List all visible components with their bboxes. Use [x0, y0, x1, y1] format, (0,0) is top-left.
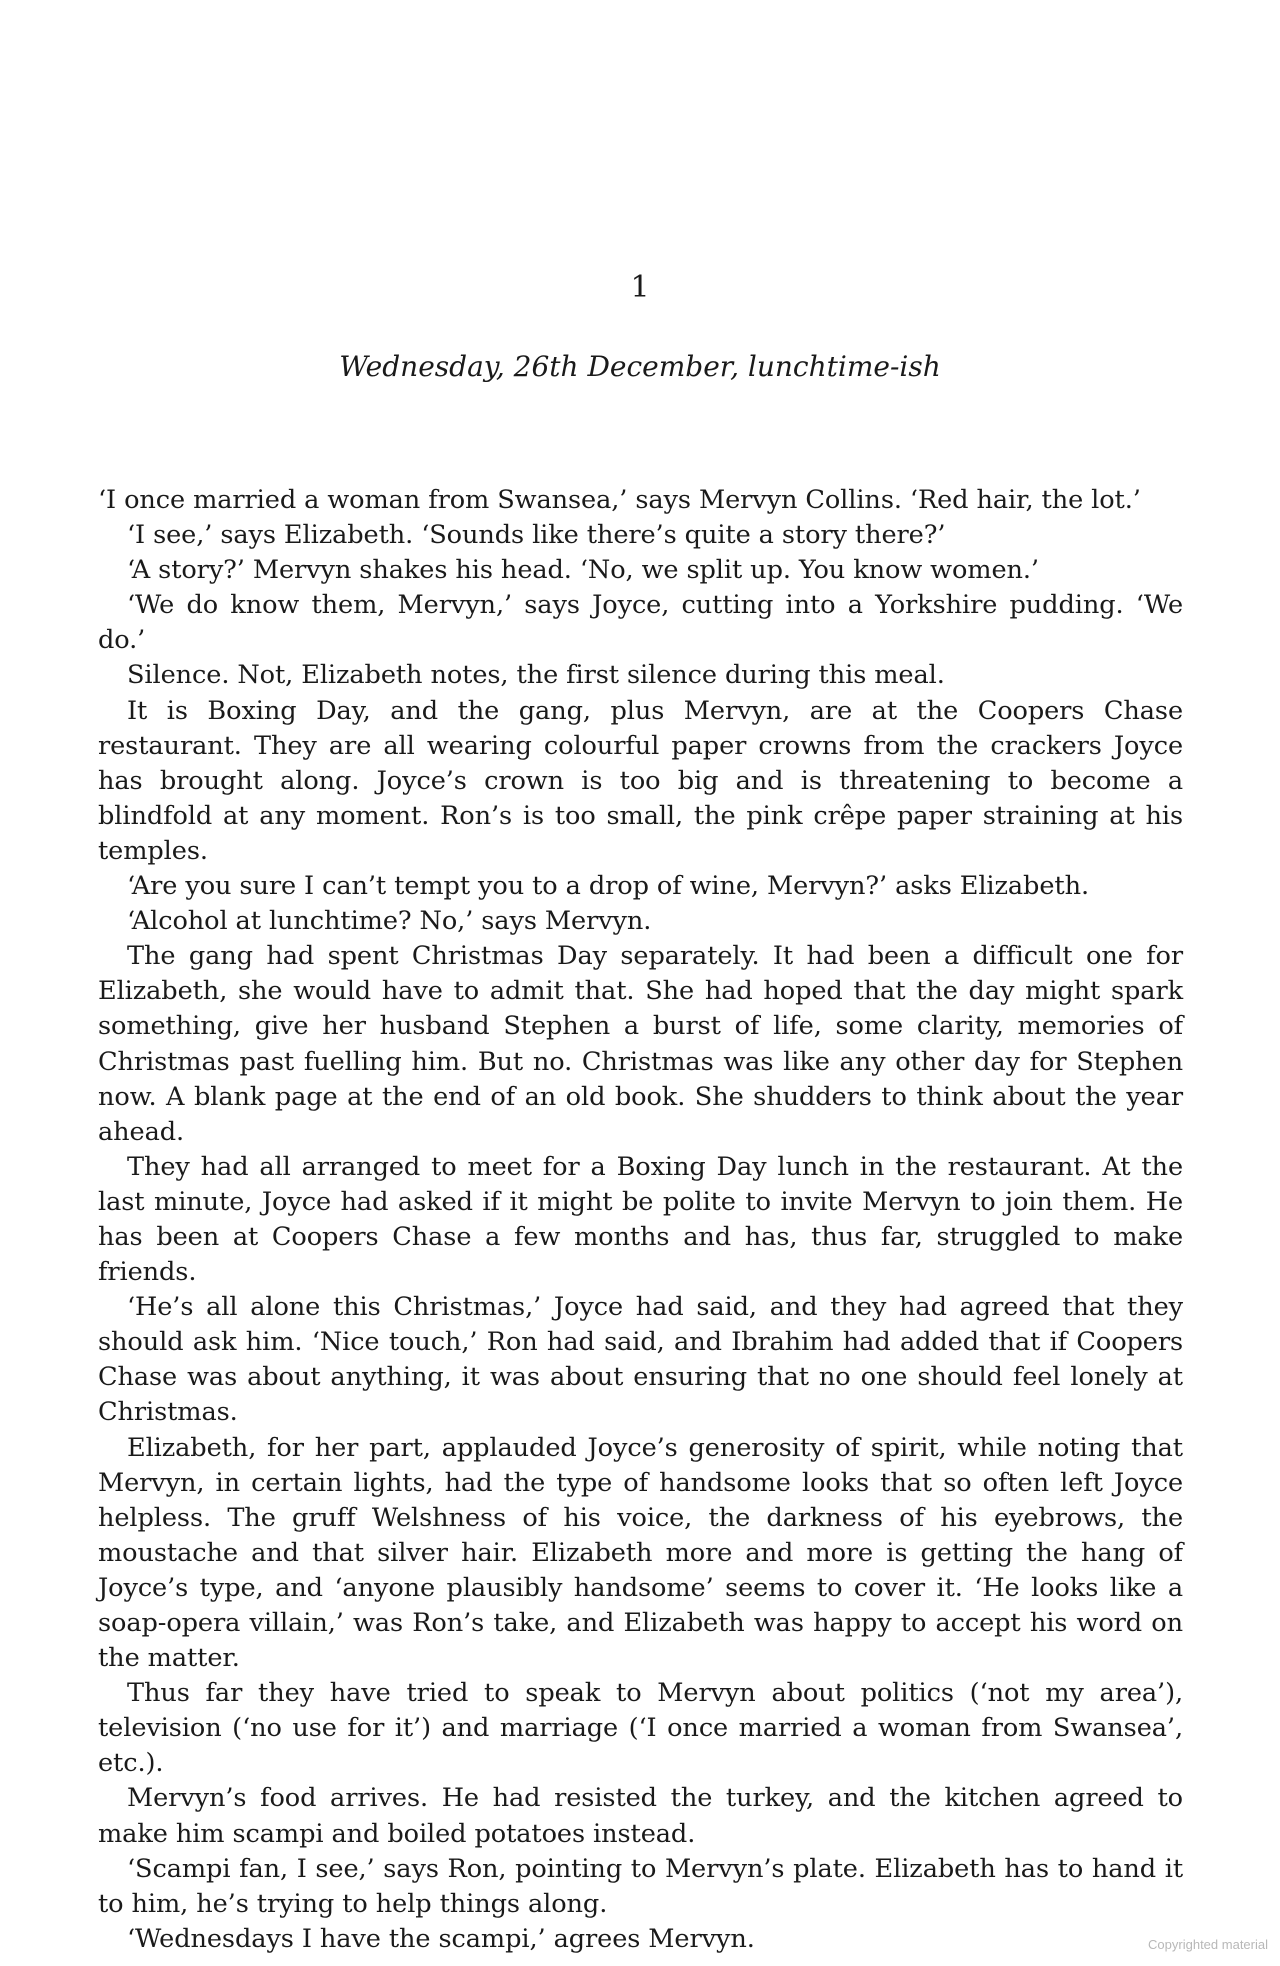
- paragraph: Thus far they have tried to speak to Mervyn about politics (‘not my area’), television (‘no use for it’) and marriage (‘I once married a woman from Swansea’, etc.).: [98, 1678, 1183, 1779]
- paragraph: It is Boxing Day, and the gang, plus Mervyn, are at the Coopers Chase restaurant. They are all wearing colourful paper crowns from the crackers Joyce has brought along. Joyce’s crown is too big and is threatening to become a blindfold at any moment. Ron’s is too small, the pink crêpe paper straining at his temples.: [98, 695, 1183, 866]
- paragraph: ‘Scampi fan, I see,’ says Ron, pointing to Mervyn’s plate. Elizabeth has to hand it to him, he’s trying to help things along.: [98, 1853, 1183, 1919]
- paragraph: ‘Alcohol at lunchtime? No,’ says Mervyn.: [127, 906, 652, 937]
- paragraph: Mervyn’s food arrives. He had resisted the turkey, and the kitchen agreed to make him scampi and boiled potatoes instead.: [98, 1783, 1183, 1849]
- paragraph: ‘He’s all alone this Christmas,’ Joyce had said, and they had agreed that they should ask him. ‘Nice touch,’ Ron had said, and Ibrahim had added that if Coopers Chase was about anything, it was about ensuring that no one should feel lonely at Christmas.: [98, 1292, 1183, 1428]
- paragraph: ‘Wednesdays I have the scampi,’ agrees Mervyn.: [127, 1923, 755, 1954]
- paragraph: ‘Are you sure I can’t tempt you to a drop of wine, Mervyn?’ asks Elizabeth.: [127, 871, 1089, 902]
- paragraph: Silence. Not, Elizabeth notes, the first silence during this meal.: [127, 660, 945, 691]
- copyright-notice: Copyrighted material: [1148, 1937, 1268, 1952]
- paragraph: ‘A story?’ Mervyn shakes his head. ‘No, we split up. You know women.’: [127, 555, 1039, 586]
- body-text: [98, 483, 1183, 1957]
- paragraph: ‘We do know them, Mervyn,’ says Joyce, cutting into a Yorkshire pudding. ‘We do.’: [98, 590, 1183, 656]
- paragraph: ‘I see,’ says Elizabeth. ‘Sounds like there’s quite a story there?’: [127, 520, 946, 551]
- paragraph: ‘I once married a woman from Swansea,’ says Mervyn Collins. ‘Red hair, the lot.’: [98, 485, 1141, 515]
- paragraph: The gang had spent Christmas Day separately. It had been a difficult one for Elizabeth, she would have to admit that. She had hoped that the day might spark something, give her husband Stephen a burst of life, some clarity, memories of Christmas past fuelling him. But no. Christmas was like any other day for Stephen now. A blank page at the end of an old book. She shudders to think about the year ahead.: [98, 941, 1183, 1147]
- chapter-number: 1: [630, 270, 650, 305]
- paragraph: They had all arranged to meet for a Boxing Day lunch in the restaurant. At the last minute, Joyce had asked if it might be polite to invite Mervyn to join them. He has been at Coopers Chase a few months and has, thus far, struggled to make friends.: [98, 1151, 1183, 1288]
- paragraph: Elizabeth, for her part, applauded Joyce’s generosity of spirit, while noting that Mervyn, in certain lights, had the type of handsome looks that so often left Joyce helpless. The gruff Welshness of his voice, the darkness of his eyebrows, the moustache and that silver hair. Elizabeth more and more is getting the hang of Joyce’s type, and ‘anyone plausibly handsome’ seems to cover it. ‘He looks like a soap-opera villain,’ was Ron’s take, and Elizabeth was happy to accept his word on the matter.: [98, 1432, 1183, 1674]
- chapter-heading: Wednesday, 26th December, lunchtime-ish: [339, 350, 941, 383]
